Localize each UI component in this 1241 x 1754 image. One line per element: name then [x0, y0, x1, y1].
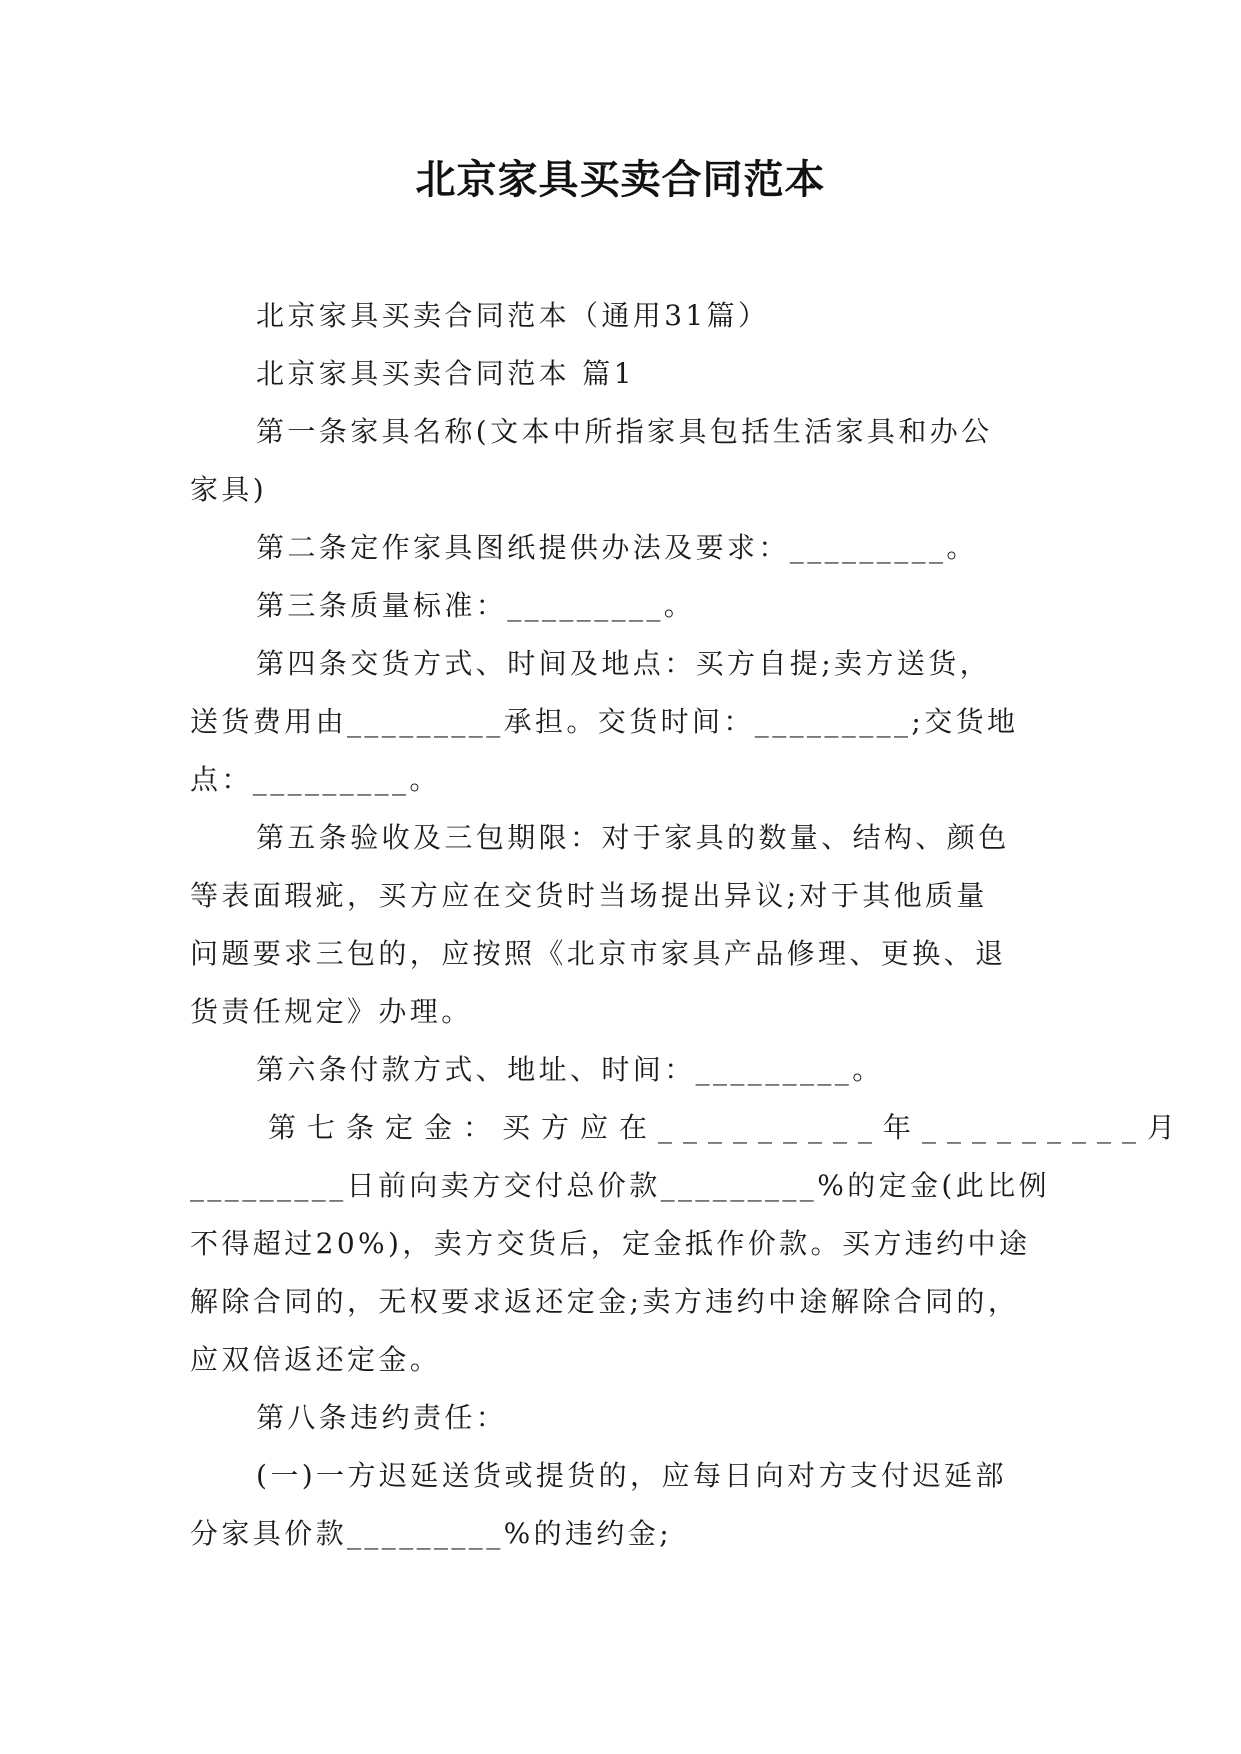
paragraph-line: 解除合同的，无权要求返还定金;卖方违约中途解除合同的， [190, 1285, 1020, 1318]
document-title: 北京家具买卖合同范本 [415, 156, 826, 203]
paragraph-line: (一)一方迟延送货或提货的，应每日向对方支付迟延部 [256, 1459, 1007, 1492]
paragraph-line: 第三条质量标准：_________。 [256, 589, 696, 622]
paragraph-line: 第四条交货方式、时间及地点：买方自提;卖方送货， [256, 647, 992, 680]
paragraph-line: _________日前向卖方交付总价款_________%的定金(此比例 [190, 1169, 1050, 1202]
paragraph-line: 第七条定金：买方应在_________年_________月 [268, 1111, 1187, 1144]
document-body [190, 287, 1187, 1563]
paragraph-line: 第一条家具名称(文本中所指家具包括生活家具和办公 [256, 415, 993, 448]
paragraph-line: 家具) [190, 473, 268, 506]
paragraph-line: 北京家具买卖合同范本（通用31篇） [256, 299, 770, 332]
paragraph-line: 第八条违约责任： [256, 1401, 508, 1434]
paragraph-line: 第五条验收及三包期限：对于家具的数量、结构、颜色 [256, 821, 1010, 854]
paragraph-line: 点：_________。 [190, 763, 441, 796]
paragraph-line: 第六条付款方式、地址、时间：_________。 [256, 1053, 884, 1086]
paragraph-line: 应双倍返还定金。 [190, 1343, 442, 1376]
paragraph-line: 问题要求三包的，应按照《北京市家具产品修理、更换、退 [190, 937, 1007, 970]
paragraph-line: 北京家具买卖合同范本 篇1 [256, 357, 635, 390]
paragraph-line: 不得超过20%)，卖方交货后，定金抵作价款。买方违约中途 [190, 1227, 1031, 1260]
paragraph-line: 货责任规定》办理。 [190, 995, 473, 1028]
paragraph-line: 分家具价款_________%的违约金; [190, 1517, 673, 1550]
paragraph-line: 等表面瑕疵，买方应在交货时当场提出异议;对于其他质量 [190, 879, 988, 912]
paragraph-line: 第二条定作家具图纸提供办法及要求：_________。 [256, 531, 978, 564]
paragraph-line: 送货费用由_________承担。交货时间：_________;交货地 [190, 705, 1019, 738]
